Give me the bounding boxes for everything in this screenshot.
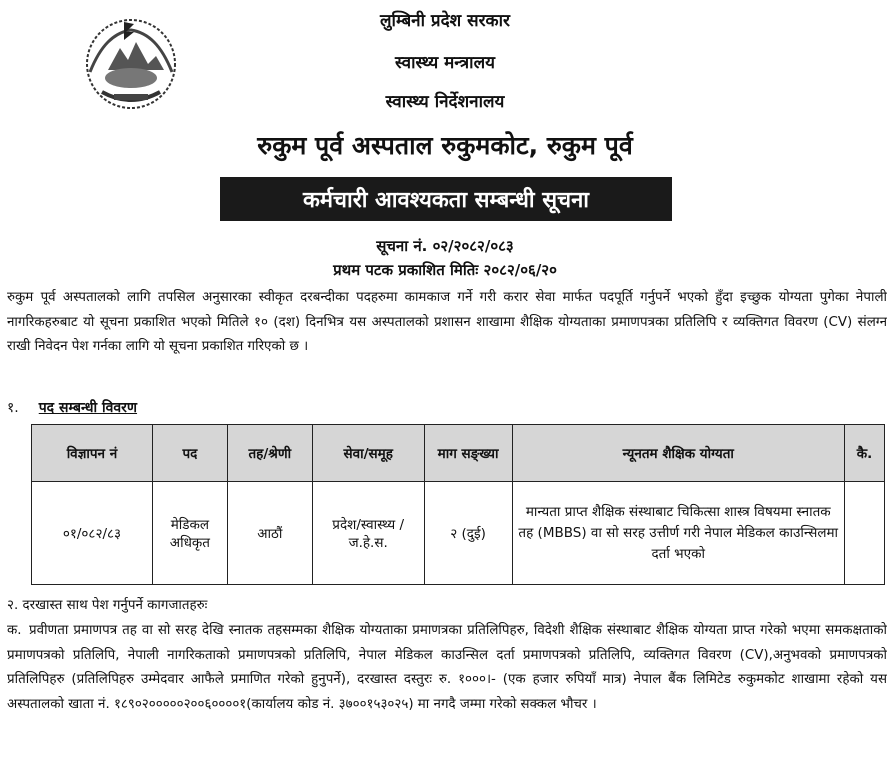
notice-number: सूचना नं. ०२/२०८२/०८३ — [376, 237, 514, 255]
ad-number-cell: ०१/०८२/८३ — [32, 482, 153, 585]
section-2-heading: २. दरखास्त साथ पेश गर्नुपर्ने कागजातहरुः — [7, 598, 208, 613]
intro-paragraph: रुकुम पूर्व अस्पतालको लागि तपसिल अनुसारका स्वीकृत दरबन्दीका पदहरुमा कामकाज गर्ने गरी करार सेवा मार्फत पदपूर्ति गर्नुपर्ने भएको हुँदा इच्छुक योग्यता पुगेका नेपाली नागरिकहरुबाट यो सूचना प्रकाशित भएको मितिले १० (दश) दिनभित्र यस अस्पतालको प्रशासन शाखामा शैक्षिक योग्यताका प्रमाणपत्रका प्रतिलिपि र व्यक्तिगत विवरण (CV) संलग्न राखी निवेदन पेश गर्नका लागि यो सूचना प्रकाशित गरिएको छ । — [7, 290, 887, 354]
demand-cell: २ (दुई) — [424, 482, 512, 585]
notice-title-banner — [220, 177, 672, 221]
section-1-heading — [7, 398, 137, 417]
level-cell: आठौं — [227, 482, 312, 585]
qualification-cell: मान्यता प्राप्त शैक्षिक संस्थाबाट चिकित्सा शास्त्र विषयमा स्नातक तह (MBBS) वा सो सरह उत्तीर्ण गरी नेपाल मेडिकल काउन्सिलमा दर्ता भएको — [512, 482, 844, 585]
table-header: माग सङ्ख्या — [424, 425, 512, 482]
item-text: प्रवीणता प्रमाणपत्र तह वा सो सरह देखि स्नातक तहसम्मका शैक्षिक योग्यताका प्रमाणत्रका प्रतिलिपिहरु, विदेशी शैक्षिक संस्थाबाट शैक्षिक योग्यता प्राप्त गरेको भएमा समकक्षताको प्रमाणपत्रको प्रतिलिपि, नेपाली नागरिकताको प्रमाणपत्रको प्रतिलिपि, नेपाल मेडिकल काउन्सिल दर्ता प्रमाणपत्रको प्रतिलिपि, व्यक्तिगत विवरण (CV),अनुभवको प्रमाणपत्रको प्रतिलिपिहरु (प्रतिलिपिहरु उम्मेदवार आफैले प्रमाणित गरेको हुनुपर्ने), दरखास्त दस्तुरः रु. १०००।- (एक हजार रुपियाँ मात्र) नेपाल बैंक लिमिटेड रुकुमकोट शाखामा रहेको यस अस्पतालको खाता नं. १८९०२०००००२००६००००१(कार्यालय कोड नं. ३७००१५३०२५) मा नगदै जम्मा गरेको सक्कल भौचर । — [7, 623, 887, 712]
remarks-cell — [844, 482, 884, 585]
post-details-table — [31, 424, 885, 585]
government-name: लुम्बिनी प्रदेश सरकार — [380, 11, 510, 31]
service-cell: प्रदेश/स्वास्थ्य /ज.हे.स. — [312, 482, 424, 585]
table-header: विज्ञापन नं — [32, 425, 153, 482]
table-header: पद — [152, 425, 227, 482]
section-1-title: पद सम्बन्धी विवरण — [38, 400, 138, 416]
table-header: तह/श्रेणी — [227, 425, 312, 482]
section-1-number: १. — [7, 400, 19, 416]
table-header: कै. — [844, 425, 884, 482]
item-label: क. — [7, 623, 22, 638]
table-header-row — [32, 425, 885, 482]
table-header: न्यूनतम शैक्षिक योग्यता — [512, 425, 844, 482]
notice-title: कर्मचारी आवश्यकता सम्बन्धी सूचना — [302, 188, 589, 213]
publication-date: प्रथम पटक प्रकाशित मितिः २०८२/०६/२० — [333, 261, 557, 279]
table-header: सेवा/समूह — [312, 425, 424, 482]
hospital-name: रुकुम पूर्व अस्पताल रुकुमकोट, रुकुम पूर्व — [257, 131, 633, 160]
directorate-name: स्वास्थ्य निर्देशनालय — [385, 92, 505, 112]
table-row — [32, 482, 885, 585]
documents-item-ka — [7, 619, 887, 784]
post-cell: मेडिकल अधिकृत — [152, 482, 227, 585]
ministry-name: स्वास्थ्य मन्त्रालय — [395, 53, 495, 73]
